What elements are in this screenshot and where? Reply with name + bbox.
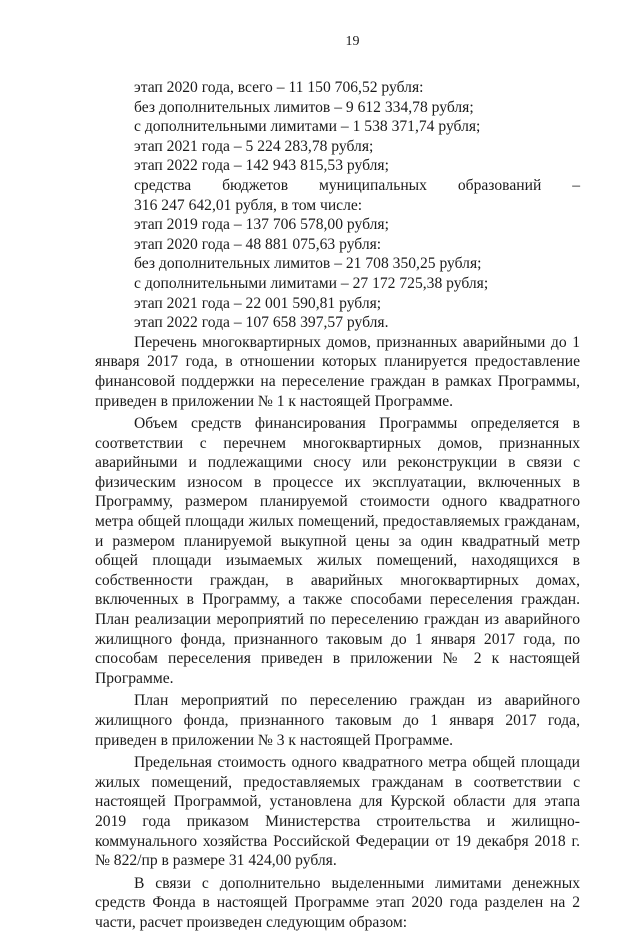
page-number: 19 bbox=[345, 34, 360, 49]
funding-list-regional bbox=[95, 78, 580, 176]
paragraph-max-cost: Предельная стоимость одного квадратного метра общей площади жилых помещений, предоставляемых гражданам в соответствии с настоящей Программой, установлена для Курской области для этапа 2019 года приказом Министерства строительства и жилищно-коммунального хозяйства Российской Федерации от 19 декабря 2018 г. № 822/пр в размере 31 424,00 рубля. bbox=[95, 754, 580, 870]
paragraph-funding-volume: Объем средств финансирования Программы определяется в соответствии с перечнем многоквартирных домов, признанных аварийными и подлежащими сносу или реконструкции в связи с физическим износом в процессе их эксплуатации, включенных в Программу, размером планируемой стоимости одного квадратного метра общей площади жилых помещений, предоставляемых гражданам, и размером планируемой выкупной цены за один квадратный метр общей площади изымаемых жилых помещений, находящихся в собственности граждан, в аварийных многоквартирных домах, включенных в Программу, а также способами переселения граждан. План реализации мероприятий по переселению граждан из аварийного жилищного фонда, признанного таковым до 1 января 2017 года, по способам переселения приведен в приложении № 2 к настоящей Программе. bbox=[95, 415, 580, 687]
list-item: этап 2021 года – 5 224 283,78 рубля; bbox=[134, 137, 374, 155]
list-item: с дополнительными лимитами – 1 538 371,74 рубля; bbox=[134, 118, 481, 136]
list-item: этап 2022 года – 107 658 397,57 рубля. bbox=[134, 314, 389, 332]
list-item: этап 2022 года – 142 943 815,53 рубля; bbox=[134, 157, 389, 175]
municipal-funds-total: 316 247 642,01 рубля, в том числе: bbox=[134, 196, 363, 214]
list-item: без дополнительных лимитов – 9 612 334,78 рубля; bbox=[134, 98, 474, 116]
list-item: без дополнительных лимитов – 21 708 350,25 рубля; bbox=[134, 255, 482, 273]
paragraph-stage-split: В связи с дополнительно выделенными лимитами денежных средств Фонда в настоящей Программе этап 2020 года разделен на 2 части, расчет произведен следующим образом: bbox=[95, 874, 580, 931]
paragraph-resettlement-plan: План мероприятий по переселению граждан из аварийного жилищного фонда, признанного таковым до 1 января 2017 года, приведен в приложении № 3 к настоящей Программе. bbox=[95, 692, 580, 749]
list-item: этап 2020 года – 48 881 075,63 рубля: bbox=[134, 235, 382, 253]
municipal-funds-head: средства бюджетов муниципальных образований – bbox=[134, 176, 580, 194]
municipal-funds-line bbox=[95, 176, 580, 215]
list-item: с дополнительными лимитами – 27 172 725,38 рубля; bbox=[134, 274, 489, 292]
list-item: этап 2020 года, всего – 11 150 706,52 рубля: bbox=[134, 79, 424, 96]
list-item: этап 2021 года – 22 001 590,81 рубля; bbox=[134, 294, 382, 312]
list-item: этап 2019 года – 137 706 578,00 рубля; bbox=[134, 216, 389, 234]
paragraph-housing-list: Перечень многоквартирных домов, признанных аварийными до 1 января 2017 года, в отношении которых планируется предоставление финансовой поддержки на переселение граждан в рамках Программы, приведен в приложении № 1 к настоящей Программе. bbox=[95, 333, 580, 410]
funding-list-municipal bbox=[95, 215, 580, 333]
